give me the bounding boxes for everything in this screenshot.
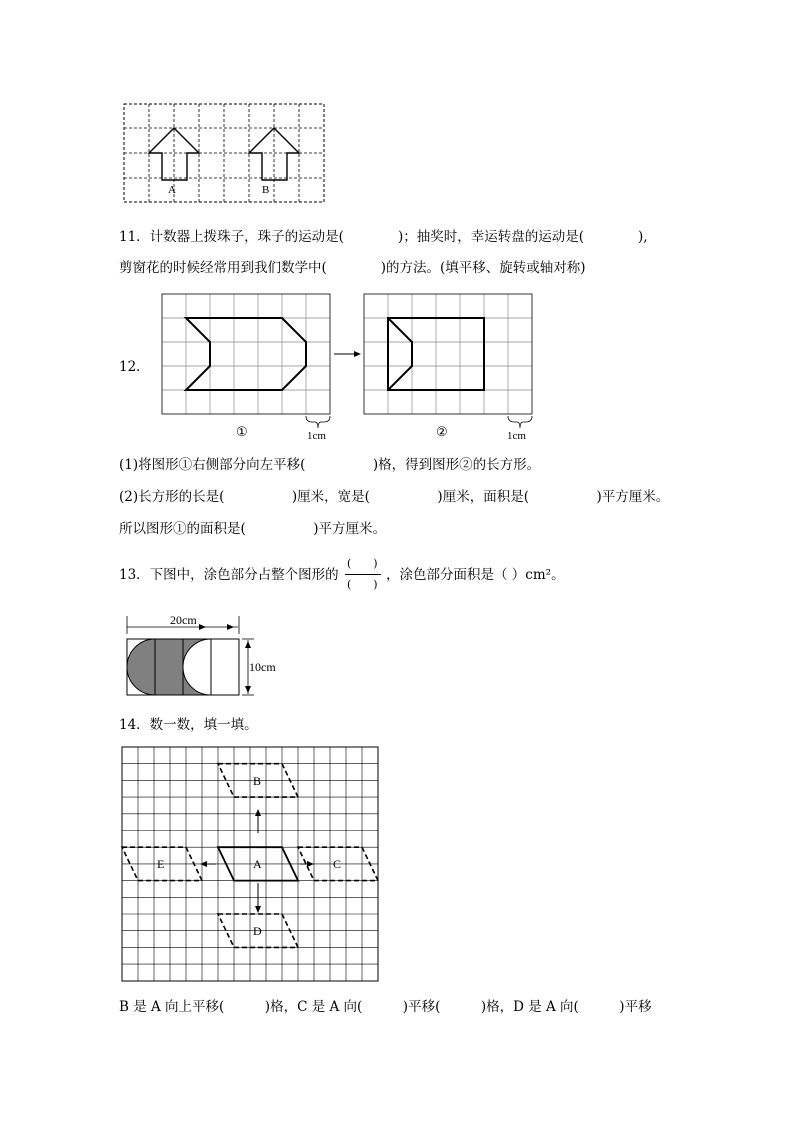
- q14-label-d: D: [253, 924, 262, 938]
- arrow-grid-figure: [122, 102, 328, 204]
- arrow-label-b: B: [262, 184, 270, 196]
- q14-grid-figure: [120, 745, 382, 985]
- q11-line2: 剪窗花的时候经常用到我们数学中( )的方法。(填平移、旋转或轴对称): [119, 260, 586, 276]
- arrow-up: [255, 809, 261, 816]
- q14-title: 14．数一数，填一填。: [119, 717, 258, 733]
- q14-label-b: B: [253, 774, 262, 788]
- q13-height-label: 10cm: [249, 660, 276, 674]
- q13-suffix: ，涂色部分面积是（ ）cm²。: [386, 567, 565, 583]
- arrow-left: [200, 861, 207, 867]
- q12-unit-1: 1cm: [307, 430, 326, 442]
- arrow-label-a: A: [168, 184, 176, 196]
- shape-1: [186, 318, 306, 390]
- q12-fig1-label: ①: [236, 424, 248, 439]
- q13-fraction: [345, 555, 381, 595]
- q12-sub2: (2)长方形的长是( )厘米，宽是( )厘米，面积是( )平方厘米。: [119, 489, 670, 505]
- q14-label-e: E: [157, 857, 165, 871]
- q13-figure: [122, 612, 292, 702]
- q14-label-a: A: [253, 857, 262, 871]
- q12-fig2-label: ②: [436, 424, 448, 439]
- arrow-right: [307, 861, 314, 867]
- q14-answer: B 是 A 向上平移( )格，C 是 A 向( )平移( )格，D 是 A 向( )平移: [119, 999, 652, 1015]
- q12-number: 12．: [119, 359, 150, 375]
- q12-figures: [160, 292, 538, 444]
- q13-width-label: 20cm: [170, 613, 197, 627]
- shape-2-notch: [388, 318, 412, 390]
- q11-line1: 11．计数器上拨珠子，珠子的运动是( )；抽奖时，幸运转盘的运动是( ),: [119, 229, 648, 245]
- shaded-region: [127, 639, 211, 695]
- q12-transform-arrow: [354, 351, 361, 357]
- q13-frac-bottom: ( ): [347, 578, 378, 591]
- q12-sub1: (1)将图形①右侧部分向左平移( )格，得到图形②的长方形。: [119, 457, 541, 473]
- q12-unit-2: 1cm: [507, 430, 526, 442]
- arrow-down: [255, 906, 261, 913]
- q13-prefix: 13．下图中，涂色部分占整个图形的: [119, 567, 339, 583]
- q13-frac-top: ( ): [347, 557, 378, 570]
- q12-sub3: 所以图形①的面积是( )平方厘米。: [119, 521, 387, 537]
- q14-label-c: C: [333, 857, 342, 871]
